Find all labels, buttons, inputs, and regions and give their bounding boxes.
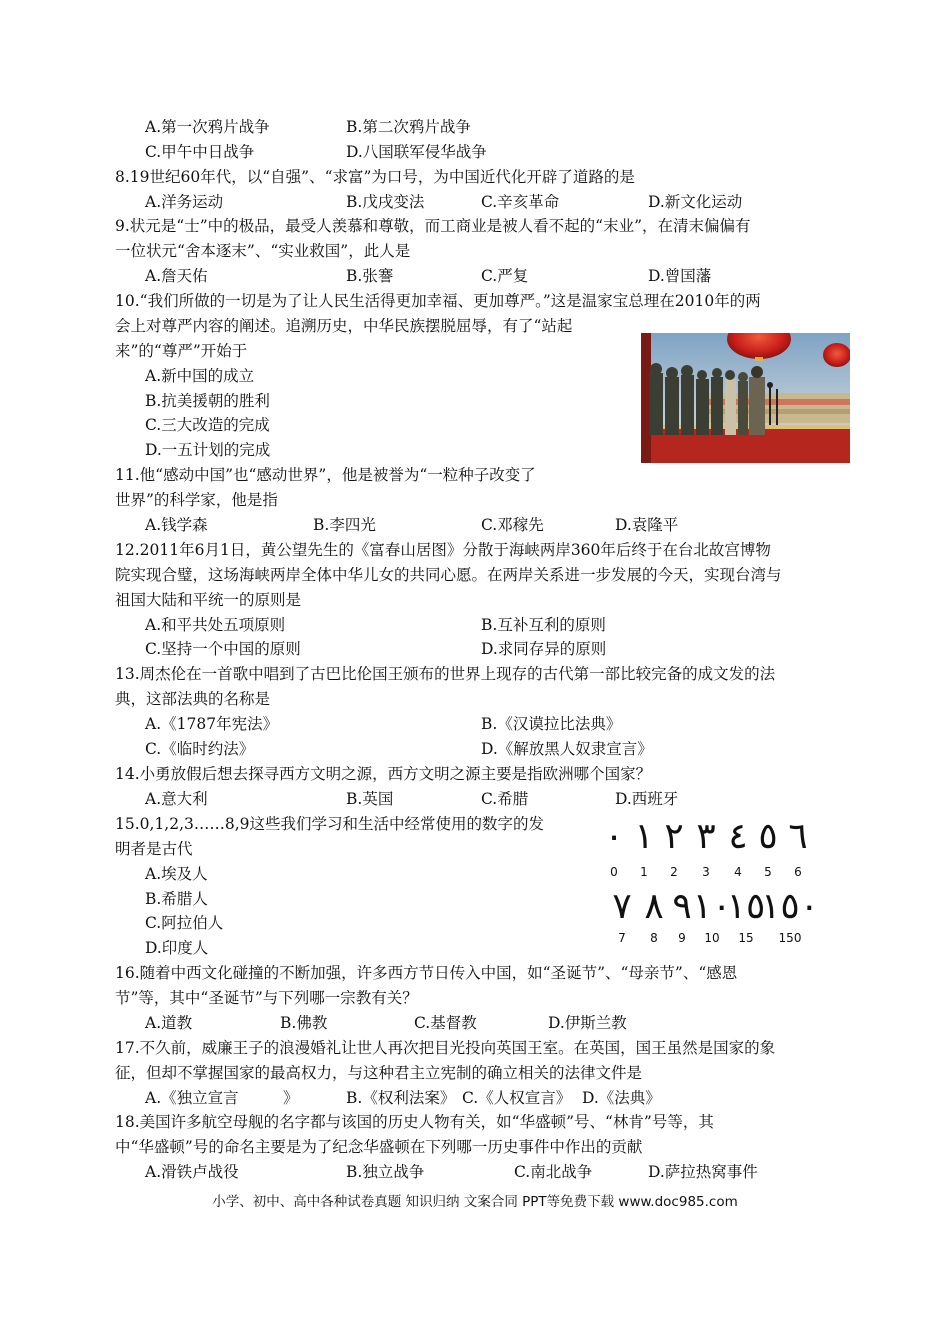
q15-stem-line1: 15.0,1,2,3……8,9这些我们学习和生活中经常使用的数字的发 — [115, 815, 545, 833]
q16-option-d: D.伊斯兰教 — [548, 1014, 627, 1032]
q7-option-b: B.第二次鸦片战争 — [346, 118, 471, 136]
numeral-label: 8 — [650, 931, 658, 945]
q18-option-c: C.南北战争 — [514, 1163, 593, 1181]
q17-option-b: B.《权利法案》 — [346, 1089, 456, 1107]
numeral-glyph: ٤ — [728, 816, 748, 857]
numeral-glyph: ١٠ — [692, 886, 732, 927]
q16-option-a: A.道教 — [145, 1014, 193, 1032]
q16-option-b: B.佛教 — [280, 1014, 328, 1032]
numeral-label: 4 — [734, 865, 742, 879]
q13-stem-line1: 13.周杰伦在一首歌中唱到了古巴比伦国王颁布的世界上现存的古代第一部比较完备的成文发的法 — [115, 665, 776, 683]
q12-option-c: C.坚持一个中国的原则 — [145, 640, 301, 658]
q16-option-c: C.基督教 — [414, 1014, 477, 1032]
numeral-label: 10 — [704, 931, 720, 945]
q18-option-b: B.独立战争 — [346, 1163, 425, 1181]
numeral-glyph: ٩ — [672, 886, 692, 927]
q11-option-a: A.钱学森 — [145, 516, 208, 534]
numeral-label: 6 — [794, 865, 802, 879]
numeral-glyph: ١٥ — [726, 886, 766, 927]
q16-stem-line1: 16.随着中西文化碰撞的不断加强，许多西方节日传入中国，如“圣诞节”、“母亲节”、“感恩 — [115, 964, 738, 982]
q8-option-b: B.戊戌变法 — [346, 193, 425, 211]
q7-option-d: D.八国联军侵华战争 — [346, 143, 487, 161]
numeral-glyph: ٢ — [664, 816, 684, 857]
q13-option-a: A.《1787年宪法》 — [145, 715, 279, 733]
q12-stem-line2: 院实现合璧，这场海峡两岸全体中华儿女的共同心愿。在两岸关系进一步发展的今天，实现台湾与 — [115, 566, 782, 584]
q7-option-a: A.第一次鸦片战争 — [145, 118, 270, 136]
numeral-label: 2 — [670, 865, 678, 879]
q10-stem-line3: 来”的“尊严”开始于 — [115, 342, 248, 360]
q9-stem-line2: 一位状元“舍本逐末”、“实业救国”，此人是 — [115, 242, 411, 260]
page-footer: 小学、初中、高中各种试卷真题 知识归纳 文案合同 PPT等免费下载 www.doc985.com — [212, 1194, 738, 1210]
q18-option-a: A.滑铁卢战役 — [145, 1163, 239, 1181]
q12-option-b: B.互补互利的原则 — [481, 616, 606, 634]
q9-option-c: C.严复 — [481, 267, 529, 285]
numeral-label: 5 — [764, 865, 772, 879]
q10-option-d: D.一五计划的完成 — [145, 441, 271, 459]
q13-option-b: B.《汉谟拉比法典》 — [481, 715, 622, 733]
q15-option-b: B.希腊人 — [145, 890, 208, 908]
arabic-numerals-figure — [600, 816, 820, 946]
q17-stem-line2: 征，但却不掌握国家的最高权力，与这种君主立宪制的确立相关的法律文件是 — [115, 1064, 643, 1082]
q17-option-a-close: 》 — [283, 1089, 299, 1107]
q18-stem-line1: 18.美国许多航空母舰的名字都与该国的历史人物有关，如“华盛顿”号、“林肯”号等，其 — [115, 1113, 714, 1131]
q10-option-b: B.抗美援朝的胜利 — [145, 392, 270, 410]
q13-stem-line2: 典，这部法典的名称是 — [115, 690, 271, 708]
q9-option-d: D.曾国藩 — [648, 267, 712, 285]
q14-stem: 14.小勇放假后想去探寻西方文明之源，西方文明之源主要是指欧洲哪个国家？ — [115, 765, 652, 783]
q12-option-a: A.和平共处五项原则 — [145, 616, 286, 634]
q10-option-a: A.新中国的成立 — [145, 367, 255, 385]
q8-option-c: C.辛亥革命 — [481, 193, 560, 211]
q15-stem-line2: 明者是古代 — [115, 840, 193, 858]
numeral-label: 15 — [738, 931, 754, 945]
q11-stem-line1: 11.他“感动中国”也“感动世界”，他是被誉为“一粒种子改变了 — [115, 466, 536, 484]
numeral-label: 150 — [778, 931, 802, 945]
numeral-glyph: ٧ — [612, 886, 632, 927]
numeral-glyph: ٠ — [604, 816, 624, 857]
q15-option-d: D.印度人 — [145, 939, 209, 957]
numeral-label: 0 — [610, 865, 618, 879]
q13-option-c: C.《临时约法》 — [145, 740, 255, 758]
q15-option-a: A.埃及人 — [145, 865, 208, 883]
numeral-glyph: ١٥٠ — [760, 886, 820, 927]
numeral-label: 9 — [678, 931, 686, 945]
q10-stem-line1: 10.“我们所做的一切是为了让人民生活得更加幸福、更加尊严。”这是温家宝总理在2010年的两 — [115, 292, 761, 310]
q12-option-d: D.求同存异的原则 — [481, 640, 607, 658]
q9-option-a: A.詹天佑 — [145, 267, 208, 285]
q15-option-c: C.阿拉伯人 — [145, 914, 224, 932]
q7-option-c: C.甲午中日战争 — [145, 143, 255, 161]
q17-stem-line1: 17.不久前，威廉王子的浪漫婚礼让世人再次把目光投向英国王室。在英国，国王虽然是国家的象 — [115, 1039, 776, 1057]
founding-ceremony-image — [641, 333, 850, 463]
q14-option-c: C.希腊 — [481, 790, 529, 808]
q16-stem-line2: 节”等，其中“圣诞节”与下列哪一宗教有关？ — [115, 989, 418, 1007]
numeral-label: 1 — [640, 865, 648, 879]
numeral-glyph: ٣ — [696, 816, 716, 857]
numeral-label: 3 — [702, 865, 710, 879]
q14-option-b: B.英国 — [346, 790, 394, 808]
q17-option-c: C.《人权宣言》 — [462, 1089, 572, 1107]
q11-option-d: D.袁隆平 — [615, 516, 679, 534]
q9-option-b: B.张謇 — [346, 267, 394, 285]
q18-option-d: D.萨拉热窝事件 — [648, 1163, 758, 1181]
q18-stem-line2: 中“华盛顿”号的命名主要是为了纪念华盛顿在下列哪一历史事件中作出的贡献 — [115, 1138, 643, 1156]
q14-option-a: A.意大利 — [145, 790, 208, 808]
q12-stem-line1: 12.2011年6月1日，黄公望先生的《富春山居图》分散于海峡两岸360年后终于在台北故宫博物 — [115, 541, 771, 559]
q9-stem-line1: 9.状元是“士”中的极品，最受人羡慕和尊敬，而工商业是被人看不起的“末业”，在清末偏偏有 — [115, 217, 751, 235]
q8-option-a: A.洋务运动 — [145, 193, 224, 211]
q8-option-d: D.新文化运动 — [648, 193, 743, 211]
numeral-glyph: ١ — [634, 816, 654, 857]
q14-option-d: D.西班牙 — [615, 790, 679, 808]
q10-option-c: C.三大改造的完成 — [145, 416, 270, 434]
numeral-glyph: ٨ — [644, 886, 664, 927]
numeral-glyph: ٦ — [788, 816, 808, 857]
q11-option-b: B.李四光 — [313, 516, 376, 534]
q10-stem-line2: 会上对尊严内容的阐述。追溯历史，中华民族摆脱屈辱，有了“站起 — [115, 317, 573, 335]
q11-option-c: C.邓稼先 — [481, 516, 544, 534]
q17-option-d: D.《法典》 — [582, 1089, 661, 1107]
numeral-label: 7 — [618, 931, 626, 945]
q12-stem-line3: 祖国大陆和平统一的原则是 — [115, 591, 302, 609]
q17-option-a: A.《独立宣言 — [145, 1089, 239, 1107]
q13-option-d: D.《解放黑人奴隶宣言》 — [481, 740, 653, 758]
q11-stem-line2: 世界”的科学家，他是指 — [115, 491, 278, 509]
q8-stem: 8.19世纪60年代，以“自强”、“求富”为口号，为中国近代化开辟了道路的是 — [115, 168, 635, 186]
numeral-glyph: ٥ — [758, 816, 778, 857]
